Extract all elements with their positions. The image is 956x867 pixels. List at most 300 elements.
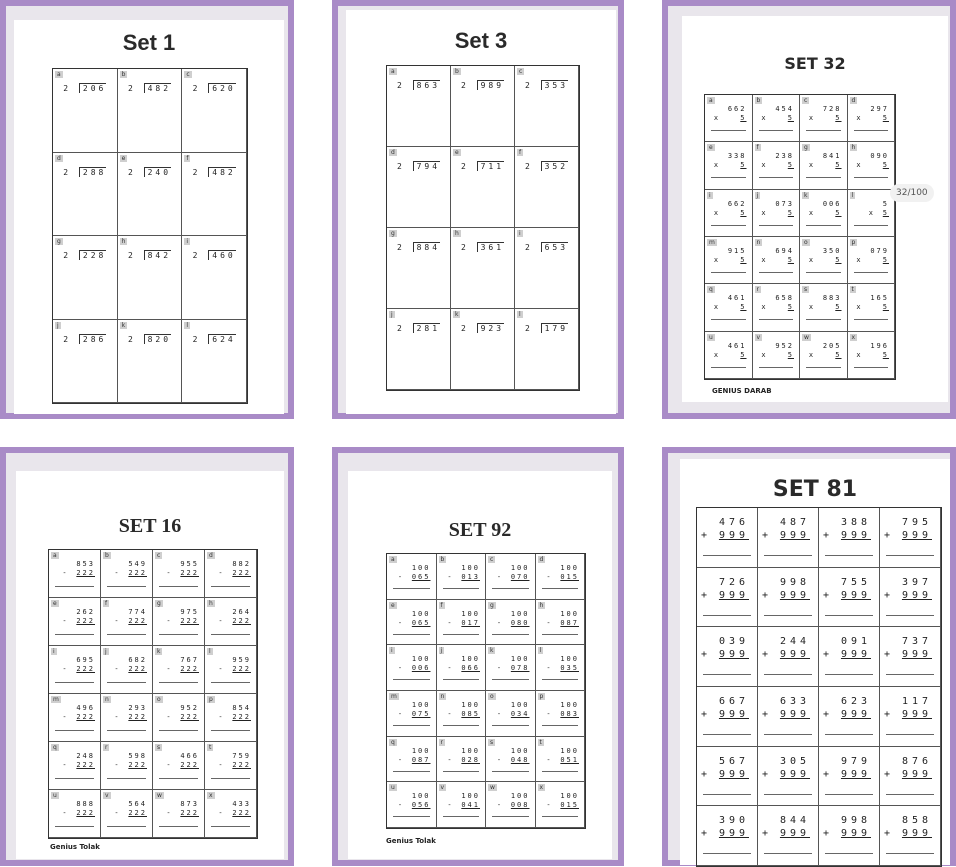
- bottom-number: [166, 761, 199, 770]
- problem-label: q: [709, 286, 713, 294]
- dividend: 361: [477, 242, 504, 252]
- problem-cell: [753, 237, 801, 284]
- problem-cell: [153, 646, 205, 694]
- problem-label: e: [709, 144, 713, 152]
- top-number: 454: [775, 105, 794, 113]
- bottom-digits: 048: [510, 755, 530, 764]
- problem-cell: [153, 550, 205, 598]
- bottom-digits: 999: [779, 649, 810, 661]
- bottom-digits: 222: [180, 761, 199, 769]
- divisor: 2: [460, 324, 477, 333]
- bottom-number: [397, 710, 431, 719]
- operator-sign: -: [397, 710, 403, 718]
- problem-label: h: [851, 144, 856, 152]
- answer-line: [711, 130, 746, 131]
- problem-label: t: [851, 286, 854, 294]
- bottom-digits: 5: [835, 255, 842, 264]
- worksheet-title: SET 92: [448, 519, 512, 541]
- bottom-number: [114, 569, 147, 578]
- vertical-problem: [114, 560, 147, 578]
- problem-label: c: [157, 552, 161, 559]
- bottom-digits: 065: [411, 618, 431, 627]
- answer-line: [886, 555, 934, 556]
- problem-label: i: [709, 191, 711, 199]
- vertical-problem: [62, 800, 95, 818]
- answer-line: [211, 778, 250, 779]
- bottom-digits: 085: [461, 710, 480, 718]
- operator-sign: +: [822, 589, 829, 601]
- division-problem: [451, 162, 514, 171]
- bottom-digits: 5: [835, 208, 842, 217]
- operator-sign: x: [761, 255, 766, 264]
- bottom-digits: 222: [232, 809, 251, 817]
- divisor: 2: [192, 251, 209, 260]
- operator-sign: -: [496, 801, 502, 810]
- vertical-problem: [218, 560, 251, 578]
- operator-sign: x: [713, 350, 719, 359]
- problem-cell: [753, 95, 801, 142]
- answer-line: [854, 177, 889, 178]
- top-number: 100: [411, 655, 431, 664]
- operator-sign: x: [761, 161, 766, 170]
- answer-line: [703, 674, 751, 675]
- top-number: 196: [870, 341, 889, 350]
- bottom-digits: 222: [232, 617, 251, 625]
- problem-grid: [52, 68, 248, 404]
- bottom-number: [761, 161, 794, 170]
- problem-cell: [205, 598, 257, 646]
- operator-sign: x: [856, 114, 861, 122]
- vertical-problem: [496, 564, 530, 582]
- worksheet-thumbnail[interactable]: [662, 0, 956, 419]
- dividend: 842: [144, 250, 171, 260]
- bottom-number: [808, 114, 842, 123]
- top-number: 244: [779, 636, 810, 648]
- vertical-problem: [761, 516, 810, 542]
- top-number: 853: [76, 560, 95, 568]
- vertical-problem: [856, 341, 889, 360]
- problem-cell: [205, 742, 257, 790]
- bottom-number: [546, 664, 579, 673]
- bottom-number: [700, 589, 749, 602]
- problem-label: s: [804, 286, 808, 294]
- problem-cell: [819, 806, 880, 866]
- problem-label: g: [490, 601, 494, 609]
- problem-label: b: [105, 552, 109, 559]
- problem-label: w: [157, 792, 162, 799]
- answer-line: [854, 367, 889, 368]
- bottom-number: [761, 350, 794, 360]
- problem-cell: [182, 320, 247, 404]
- problem-label: i: [519, 230, 521, 237]
- operator-sign: -: [447, 755, 452, 764]
- top-number: 667: [718, 696, 749, 707]
- answer-line: [211, 730, 250, 731]
- top-number: 883: [822, 294, 842, 303]
- operator-sign: -: [546, 618, 551, 627]
- bottom-digits: 5: [740, 350, 747, 359]
- operator-sign: -: [114, 665, 119, 673]
- vertical-problem: [397, 701, 431, 719]
- answer-line: [443, 588, 480, 589]
- answer-line: [806, 225, 841, 226]
- dividend: 923: [477, 323, 504, 333]
- dividend: 653: [541, 242, 568, 252]
- operator-sign: +: [822, 768, 829, 780]
- vertical-problem: [218, 704, 251, 722]
- bottom-digits: 080: [510, 618, 530, 627]
- answer-line: [759, 367, 794, 368]
- bottom-digits: 015: [560, 573, 579, 581]
- vertical-problem: [166, 800, 199, 818]
- operator-sign: x: [713, 303, 719, 312]
- operator-sign: +: [761, 828, 768, 840]
- operator-sign: x: [808, 161, 814, 170]
- bottom-number: [496, 755, 530, 765]
- operator-sign: -: [546, 664, 551, 673]
- problem-cell: [49, 694, 101, 742]
- bottom-number: [114, 665, 147, 674]
- top-number: 952: [180, 704, 199, 712]
- vertical-problem: [166, 704, 199, 722]
- problem-label: w: [490, 784, 495, 792]
- vertical-problem: [496, 701, 530, 719]
- problem-cell: [880, 508, 941, 568]
- vertical-problem: [447, 701, 480, 719]
- bottom-digits: 999: [901, 828, 932, 840]
- vertical-problem: [856, 152, 889, 170]
- problem-cell: [697, 508, 758, 568]
- answer-line: [492, 725, 529, 726]
- answer-line: [759, 225, 794, 226]
- vertical-problem: [62, 752, 95, 770]
- bottom-digits: 041: [461, 801, 480, 810]
- top-number: 873: [180, 800, 199, 808]
- bottom-digits: 5: [835, 114, 842, 122]
- answer-line: [542, 725, 579, 726]
- top-number: 658: [775, 294, 794, 303]
- top-number: 844: [779, 815, 810, 827]
- top-number: 755: [840, 576, 871, 588]
- worksheet-page: [16, 471, 284, 859]
- top-number: 338: [727, 152, 747, 161]
- bottom-number: [883, 589, 932, 602]
- operator-sign: -: [218, 713, 223, 721]
- dividend: 620: [208, 83, 235, 93]
- bottom-digits: 083: [560, 710, 579, 718]
- vertical-problem: [808, 341, 842, 360]
- vertical-problem: [713, 294, 747, 312]
- problem-cell: [758, 687, 819, 747]
- problem-label: e: [121, 154, 126, 162]
- bottom-digits: 999: [779, 589, 810, 601]
- answer-line: [159, 778, 198, 779]
- problem-label: f: [440, 601, 443, 609]
- operator-sign: -: [447, 801, 452, 810]
- operator-sign: x: [761, 350, 766, 359]
- bottom-digits: 066: [461, 664, 480, 673]
- top-number: 091: [840, 636, 871, 648]
- worksheet-page: [14, 20, 284, 414]
- vertical-problem: [761, 695, 810, 721]
- divisor: 2: [396, 243, 413, 252]
- problem-cell: [536, 691, 586, 737]
- operator-sign: +: [700, 649, 707, 661]
- top-number: 682: [128, 656, 147, 664]
- problem-label: h: [539, 601, 544, 609]
- dividend: 989: [477, 80, 504, 90]
- problem-cell: [880, 568, 941, 628]
- top-number: 662: [727, 199, 747, 208]
- vertical-problem: [397, 609, 431, 628]
- problem-label: r: [756, 286, 759, 294]
- problem-cell: [451, 309, 515, 390]
- problem-label: n: [756, 238, 761, 246]
- answer-line: [806, 130, 841, 131]
- operator-sign: -: [218, 809, 223, 817]
- worksheet-title: SET 32: [784, 54, 846, 73]
- bottom-digits: 999: [901, 530, 932, 541]
- bottom-number: [761, 255, 794, 265]
- answer-line: [55, 634, 94, 635]
- top-number: 039: [718, 636, 749, 648]
- problem-cell: [515, 147, 579, 228]
- problem-label: x: [851, 333, 856, 341]
- problem-label: e: [53, 600, 57, 607]
- bottom-number: [761, 708, 810, 721]
- division-problem: [515, 324, 578, 333]
- top-number: 100: [411, 746, 431, 755]
- top-number: 100: [411, 792, 431, 801]
- problem-label: k: [804, 191, 808, 199]
- top-number: 882: [232, 560, 251, 568]
- vertical-problem: [713, 246, 747, 265]
- operator-sign: -: [397, 755, 403, 764]
- operator-sign: -: [546, 755, 551, 764]
- bottom-number: [808, 350, 842, 360]
- operator-sign: +: [761, 768, 768, 780]
- worksheet-thumbnail[interactable]: [332, 447, 624, 866]
- bottom-digits: 999: [840, 530, 871, 541]
- operator-sign: -: [62, 569, 67, 577]
- worksheet-thumbnail[interactable]: [662, 447, 956, 866]
- vertical-problem: [546, 792, 579, 810]
- top-number: 975: [180, 608, 199, 616]
- bottom-number: [713, 208, 747, 218]
- top-number: 100: [510, 792, 530, 801]
- operator-sign: x: [808, 208, 814, 217]
- top-number: 633: [779, 696, 810, 707]
- bottom-number: [822, 529, 871, 542]
- bottom-number: [700, 768, 749, 781]
- answer-line: [854, 130, 889, 131]
- problem-cell: [819, 508, 880, 568]
- operator-sign: x: [808, 303, 814, 312]
- bottom-number: [496, 710, 530, 719]
- top-number: 264: [232, 608, 251, 616]
- bottom-digits: 013: [461, 573, 480, 581]
- problem-cell: [387, 66, 451, 147]
- answer-line: [443, 679, 480, 680]
- problem-cell: [118, 236, 183, 320]
- vertical-problem: [546, 564, 579, 582]
- answer-line: [159, 682, 198, 683]
- worksheet-thumbnail[interactable]: [332, 0, 624, 419]
- division-problem: [182, 168, 246, 177]
- top-number: 100: [560, 655, 579, 664]
- vertical-problem: [700, 516, 749, 542]
- problem-label: x: [209, 792, 213, 799]
- bottom-number: [822, 768, 871, 781]
- vertical-problem: [822, 635, 871, 661]
- operator-sign: +: [883, 768, 890, 780]
- problem-cell: [153, 598, 205, 646]
- worksheet-page: [348, 471, 612, 859]
- problem-cell: [758, 747, 819, 807]
- bottom-number: [496, 573, 530, 582]
- answer-line: [703, 794, 751, 795]
- vertical-problem: [761, 294, 794, 312]
- vertical-problem: [496, 609, 530, 628]
- problem-cell: [451, 228, 515, 309]
- bottom-number: [496, 618, 530, 628]
- operator-sign: -: [546, 573, 551, 581]
- problem-cell: [182, 236, 247, 320]
- dividend: 240: [144, 167, 171, 177]
- operator-sign: -: [114, 713, 119, 721]
- bottom-digits: 222: [180, 809, 199, 817]
- vertical-problem: [822, 695, 871, 721]
- bottom-number: [114, 809, 147, 818]
- operator-sign: x: [713, 161, 719, 170]
- answer-line: [825, 734, 873, 735]
- bottom-number: [856, 114, 889, 123]
- problem-label: q: [53, 744, 57, 751]
- answer-line: [759, 272, 794, 273]
- problem-cell: [848, 237, 896, 284]
- problem-label: r: [105, 744, 108, 751]
- vertical-problem: [546, 609, 579, 628]
- bottom-number: [218, 617, 251, 626]
- problem-label: k: [490, 647, 494, 655]
- problem-cell: [153, 694, 205, 742]
- bottom-digits: 051: [560, 755, 579, 764]
- problem-label: i: [186, 238, 188, 245]
- problem-cell: [205, 646, 257, 694]
- bottom-digits: 222: [76, 569, 95, 577]
- divisor: 2: [524, 324, 541, 333]
- bottom-digits: 056: [411, 801, 431, 810]
- problem-label: k: [157, 648, 161, 655]
- bottom-number: [447, 710, 480, 719]
- problem-label: c: [519, 68, 523, 75]
- problem-cell: [753, 190, 801, 237]
- top-number: 979: [840, 755, 871, 767]
- problem-grid: [48, 549, 258, 839]
- bottom-digits: 999: [840, 828, 871, 840]
- bottom-digits: 999: [718, 589, 749, 601]
- operator-sign: +: [822, 828, 829, 840]
- operator-sign: -: [62, 761, 67, 769]
- operator-sign: -: [62, 665, 67, 673]
- vertical-problem: [808, 294, 842, 312]
- bottom-digits: 999: [718, 828, 749, 840]
- bottom-digits: 035: [560, 664, 579, 673]
- problem-label: b: [756, 97, 761, 104]
- problem-cell: [451, 147, 515, 228]
- bottom-number: [856, 303, 889, 312]
- top-number: 293: [128, 704, 147, 712]
- problem-label: m: [53, 696, 59, 703]
- worksheet-title: Set 1: [122, 30, 176, 55]
- vertical-problem: [822, 516, 871, 542]
- problem-cell: [387, 691, 437, 737]
- problem-label: a: [709, 97, 713, 104]
- bottom-digits: 999: [840, 768, 871, 780]
- operator-sign: +: [883, 709, 890, 720]
- top-number: 564: [128, 800, 147, 808]
- vertical-problem: [166, 752, 199, 770]
- bottom-digits: 5: [787, 350, 794, 359]
- answer-line: [711, 225, 746, 226]
- operator-sign: x: [761, 114, 766, 122]
- problem-label: r: [440, 738, 443, 746]
- top-number: 117: [901, 696, 932, 707]
- bottom-digits: 999: [779, 828, 810, 840]
- answer-line: [492, 634, 529, 635]
- bottom-digits: 999: [840, 709, 871, 720]
- bottom-digits: 5: [740, 255, 747, 264]
- worksheet-footer: Genius Tolak: [50, 843, 100, 851]
- problem-cell: [758, 806, 819, 866]
- answer-line: [159, 586, 198, 587]
- problem-cell: [153, 742, 205, 790]
- problem-label: c: [804, 97, 808, 104]
- top-number: 767: [180, 656, 199, 664]
- bottom-digits: 070: [510, 573, 530, 581]
- answer-line: [542, 679, 579, 680]
- problem-label: n: [105, 696, 109, 703]
- worksheet-thumbnail[interactable]: [0, 447, 294, 866]
- divisor: 2: [127, 334, 144, 344]
- vertical-problem: [447, 746, 480, 765]
- bottom-digits: 5: [882, 114, 889, 122]
- top-number: 598: [128, 752, 147, 760]
- dividend: 482: [208, 167, 235, 177]
- vertical-problem: [808, 246, 842, 265]
- problem-label: b: [455, 68, 459, 75]
- vertical-problem: [822, 814, 871, 840]
- problem-label: e: [391, 601, 395, 609]
- operator-sign: -: [62, 809, 67, 817]
- top-number: 774: [128, 608, 147, 616]
- bottom-number: [822, 589, 871, 602]
- bottom-digits: 999: [901, 768, 932, 780]
- bottom-number: [447, 755, 480, 765]
- operator-sign: -: [397, 664, 403, 673]
- bottom-digits: 999: [779, 709, 810, 720]
- division-problem: [118, 84, 182, 93]
- bottom-digits: 222: [180, 665, 199, 673]
- page-counter-badge: 32/100: [890, 184, 934, 202]
- problem-cell: [800, 332, 848, 379]
- divisor: 2: [524, 162, 541, 171]
- answer-line: [393, 634, 430, 635]
- problem-label: l: [851, 191, 854, 199]
- worksheet-thumbnail[interactable]: [0, 0, 294, 419]
- bottom-digits: 222: [128, 665, 147, 673]
- problem-cell: [880, 627, 941, 687]
